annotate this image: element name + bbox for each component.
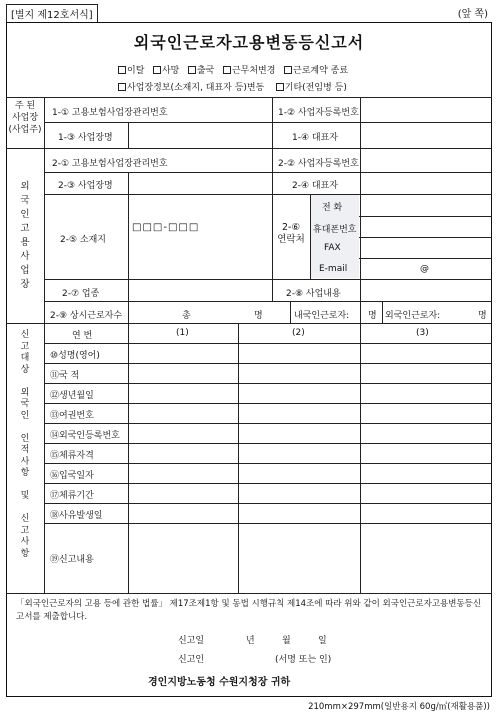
reporter-input[interactable] (210, 648, 270, 662)
section-workplace-label: 외 국 인 고 용 사 업 장 (20, 181, 30, 290)
contact-fax-label: FAX (324, 243, 341, 253)
divider (44, 148, 45, 323)
field-input-1-4[interactable] (362, 125, 490, 145)
option-workplace-change[interactable]: 근무처변경 (223, 66, 275, 76)
divider (44, 172, 492, 173)
field-label-1-3: 1-③ 사업장명 (58, 133, 113, 143)
foreign-workers-unit: 명 (478, 311, 487, 321)
divider (272, 97, 273, 148)
checkbox-icon (188, 66, 196, 74)
addressee: 경인지방노동청 수원지청장 귀하 (148, 677, 291, 688)
checkbox-icon (153, 66, 161, 74)
divider (290, 301, 291, 323)
option-departure[interactable]: 출국 (188, 66, 214, 76)
foreign-workers-label: 외국인근로자: (385, 311, 441, 321)
divider (360, 97, 361, 148)
reporter-label: 신고인 (178, 655, 205, 665)
worker-3-column[interactable] (362, 345, 490, 591)
contact-phone-label: 전 화 (322, 203, 343, 213)
contact-phone-input[interactable] (362, 196, 490, 215)
row-label-nationality: ⑪국 적 (50, 371, 80, 381)
worker-1-column[interactable] (130, 345, 236, 591)
postcode-boxes[interactable]: □□□-□□□ (132, 222, 200, 233)
divider (128, 122, 129, 148)
serial-label: 연 번 (72, 331, 93, 341)
row-label-birthdate: ⑫생년월일 (50, 391, 94, 401)
option-leave[interactable]: 이탈 (118, 66, 144, 76)
divider (44, 279, 492, 280)
checkbox-icon (223, 66, 231, 74)
field-label-1-2: 1-② 사업자등록번호 (278, 108, 359, 118)
divider (6, 323, 492, 324)
domestic-workers-label: 내국인근로자: (294, 311, 350, 321)
report-date-label: 신고일 (178, 636, 205, 646)
total-label: 총 (182, 311, 191, 321)
column-3-label: (3) (416, 328, 429, 338)
divider (6, 148, 492, 149)
divider (44, 194, 492, 195)
field-input-2-1[interactable] (180, 151, 270, 170)
contact-mobile-label: 휴대폰번호 (313, 225, 357, 235)
paper-size-note: 210mm×297mm(일반용지 60g/㎡(재활용품)) (308, 702, 490, 712)
option-row-2 (118, 80, 347, 93)
field-label-2-2: 2-② 사업자등록번호 (278, 159, 359, 169)
form-title: 외국인근로자고용변동등신고서 (133, 33, 365, 52)
field-label-2-9: 2-⑨ 상시근로자수 (50, 311, 123, 321)
row-label-entry-date: ⑯입국일자 (50, 471, 94, 481)
divider (6, 593, 492, 594)
option-other[interactable]: 기타(전임병 등) (276, 83, 347, 93)
field-input-2-7[interactable] (130, 282, 270, 299)
divider (360, 148, 361, 323)
field-input-1-2[interactable] (362, 100, 490, 120)
field-label-1-4: 1-④ 대표자 (292, 133, 338, 143)
divider (382, 301, 383, 323)
option-contract-end[interactable]: 근로계약 종료 (284, 66, 348, 76)
signature-hint: (서명 또는 인) (275, 655, 332, 665)
field-label-2-7: 2-⑦ 업종 (62, 289, 100, 299)
total-unit: 명 (254, 311, 263, 321)
divider (128, 172, 129, 323)
domestic-workers-unit: 명 (368, 311, 377, 321)
row-label-report-content: ⑲신고내용 (50, 555, 94, 565)
field-label-2-5: 2-⑤ 소재지 (60, 235, 106, 245)
field-input-2-3[interactable] (130, 175, 270, 192)
page-side-label: (앞 쪽) (457, 9, 488, 20)
row-label-visa: ⑮체류자격 (50, 451, 94, 461)
divider (44, 122, 492, 123)
checkbox-icon (284, 66, 292, 74)
field-label-1-1: 1-① 고용보험사업장관리번호 (52, 108, 168, 118)
field-input-2-4[interactable] (362, 175, 490, 192)
row-label-event-date: ⑱사유발생일 (50, 511, 103, 521)
row-label-alien-reg: ⑭외국인등록번호 (50, 431, 120, 441)
option-death[interactable]: 사망 (153, 66, 179, 76)
divider (6, 97, 492, 98)
worker-2-column[interactable] (240, 345, 358, 591)
field-input-1-3[interactable] (130, 125, 270, 145)
section-employer-label: 주 된 사업장 (사업주) (8, 101, 42, 135)
field-label-2-1: 2-① 고용보험사업장관리번호 (52, 159, 168, 169)
option-row-1 (118, 63, 348, 76)
field-input-2-2[interactable] (362, 151, 490, 170)
checkbox-icon (276, 83, 284, 91)
contact-email-label: E-mail (319, 264, 348, 274)
day-label: 일 (318, 636, 327, 646)
submission-notice: 「외국인근로자의 고용 등에 관한 법률」 제17조제1항 및 동법 시행규칙 제14조에 따라 위와 같이 외국인근로자고용변동등신고서를 제출합니다. (16, 599, 482, 622)
row-label-name: ⑩성명(영어) (50, 351, 100, 361)
field-label-2-6: 2-⑥ 연락처 (277, 222, 305, 245)
field-label-2-8: 2-⑧ 사업내용 (286, 289, 341, 299)
section-report-label: 신 고 대 상 외 국 인 인 적 사 항 및 신 고 사 항 (20, 330, 30, 559)
checkbox-icon (118, 66, 126, 74)
divider (44, 301, 492, 302)
row-label-stay-period: ⑰체류기간 (50, 491, 94, 501)
column-1-label: (1) (176, 328, 189, 338)
form-number-tag: [별지 제12호서식] (6, 4, 98, 23)
field-input-1-1[interactable] (180, 100, 270, 120)
month-label: 월 (282, 636, 291, 646)
contact-fax-input[interactable] (362, 239, 490, 257)
row-label-passport: ⑬여권번호 (50, 411, 94, 421)
address-input[interactable] (130, 238, 270, 276)
year-label: 년 (246, 636, 255, 646)
divider (44, 343, 492, 344)
contact-mobile-input[interactable] (362, 218, 490, 236)
option-workplace-info-change[interactable]: 사업장정보(소재지, 대표자 등)변동 (118, 83, 264, 93)
field-label-2-3: 2-③ 사업장명 (58, 181, 113, 191)
email-at-sign: @ (420, 264, 429, 274)
field-label-2-4: 2-④ 대표자 (292, 181, 338, 191)
checkbox-icon (118, 83, 126, 91)
column-2-label: (2) (292, 328, 305, 338)
field-input-2-8[interactable] (362, 282, 490, 299)
